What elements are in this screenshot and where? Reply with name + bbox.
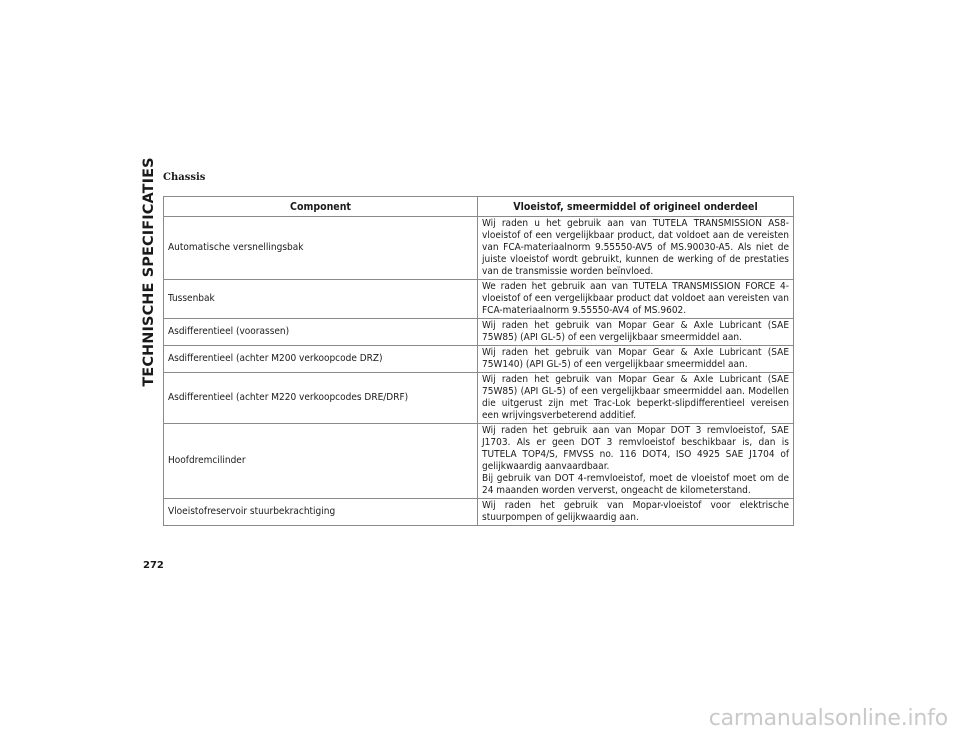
table-row xyxy=(164,217,794,280)
header-fluid: Vloeistof, smeermiddel of origineel onderdeel xyxy=(478,197,794,217)
table-row xyxy=(164,280,794,319)
row-fluid: Wij raden u het gebruik aan van TUTELA TRANSMISSION AS8-vloeistof of een vergelijkbaar product, dat voldoet aan de vereisten van FCA-materiaalnorm 9.55550-AV5 of MS.90030-A5. Als niet de juiste vloeistof wordt gebruikt, kunnen de werking of de prestaties van de transmissie worden beïnvloed. xyxy=(478,217,794,280)
side-tab-label: TECHNISCHE SPECIFICATIES xyxy=(141,157,157,387)
row-component: Asdifferentieel (achter M200 verkoopcode DRZ) xyxy=(164,346,478,373)
row-fluid: Wij raden het gebruik van Mopar-vloeistof voor elektrische stuurpompen of gelijkwaardig aan. xyxy=(478,499,794,526)
row-fluid: We raden het gebruik aan van TUTELA TRANSMISSION FORCE 4-vloeistof of een vergelijkbaar product dat voldoet aan vereisten van FCA-materiaalnorm 9.55550-AV4 of MS.9602. xyxy=(478,280,794,319)
row-component: Vloeistofreservoir stuurbekrachtiging xyxy=(164,499,478,526)
row-component: Automatische versnellingsbak xyxy=(164,217,478,280)
row-component: Asdifferentieel (voorassen) xyxy=(164,319,478,346)
table-row xyxy=(164,346,794,373)
table-row xyxy=(164,373,794,424)
row-fluid-paragraph-extra: Bij gebruik van DOT 4-remvloeistof, moet de vloeistof moet om de 24 maanden worden ververst, ongeacht de kilometerstand. xyxy=(482,473,789,496)
row-component: Asdifferentieel (achter M220 verkoopcodes DRE/DRF) xyxy=(164,373,478,424)
row-fluid-paragraph: Wij raden het gebruik aan van Mopar DOT 3 remvloeistof, SAE J1703. Als er geen DOT 3 remvloeistof beschikbaar is, dan is TUTELA TOP4/S, FMVSS no. 116 DOT4, ISO 4925 SAE J1704 of gelijkwaardig aanvaardbaar. xyxy=(482,425,789,472)
row-component: Hoofdremcilinder xyxy=(164,424,478,499)
section-side-tab xyxy=(139,157,159,387)
row-fluid: Wij raden het gebruik van Mopar Gear & Axle Lubricant (SAE 75W85) (API GL-5) of een vergelijkbaar smeermiddel aan. Modellen die uitgerust zijn met Trac-Lok beperkt-slipdifferentieel vereisen een wrijvingsverbeterend additief. xyxy=(478,373,794,424)
table-row xyxy=(164,499,794,526)
row-component: Tussenbak xyxy=(164,280,478,319)
section-title: Chassis xyxy=(163,172,206,183)
row-fluid: Wij raden het gebruik van Mopar Gear & Axle Lubricant (SAE 75W85) (API GL-5) of een vergelijkbaar smeermiddel aan. xyxy=(478,319,794,346)
table-row xyxy=(164,424,794,499)
page-number: 272 xyxy=(143,560,164,571)
header-component: Component xyxy=(164,197,478,217)
table-row xyxy=(164,319,794,346)
fluids-table xyxy=(163,196,794,526)
row-fluid: Wij raden het gebruik van Mopar Gear & Axle Lubricant (SAE 75W140) (API GL-5) of een vergelijkbaar smeermiddel aan. xyxy=(478,346,794,373)
row-fluid-multi xyxy=(478,424,794,499)
table-header-row xyxy=(164,197,794,217)
watermark-text: carmanualsonline.info xyxy=(708,706,948,731)
